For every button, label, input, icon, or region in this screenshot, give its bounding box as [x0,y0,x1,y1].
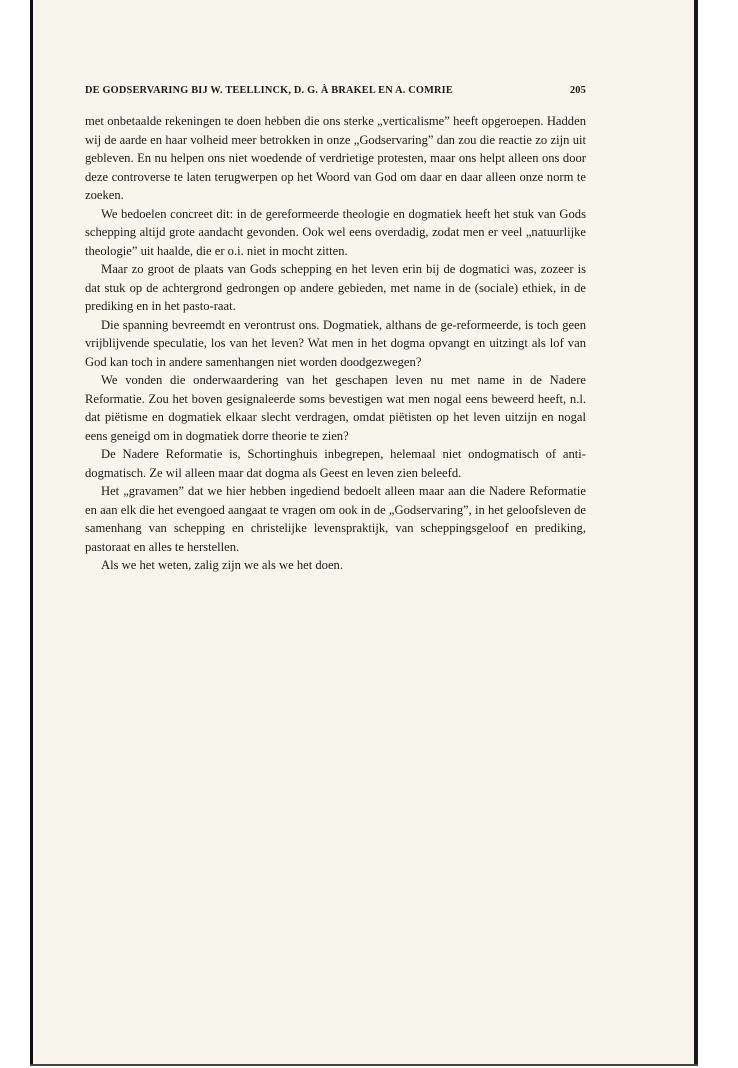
page-number: 205 [569,85,586,96]
paragraph-7: Het „gravamen” dat we hier hebben ingediend bedoelt alleen maar aan die Nadere Reformatie en aan elk die het evengoed aangaat te vragen om ook in de „Godservaring”, in het geloofsleven de samenhang van schepping en christelijke levenspraktijk, van scheppingsgeloof en prediking, pastoraat en alles te herstellen. [85,484,586,554]
paragraph-4: Die spanning bevreemdt en verontrust ons. Dogmatiek, althans de ge-reformeerde, is toch geen vrijblijvende speculatie, los van het leven? Wat men in het dogma opvangt en uitzingt als lof van God kan toch in andere samenhangen niet worden doodgezwegen? [85,317,586,369]
paragraph-5: We vonden die onderwaardering van het geschapen leven nu met name in de Nadere Reformatie. Zou het boven gesignaleerde soms bevestigen wat men nogal eens beweerd heeft, n.l. dat piëtisme en dogmatiek elkaar slecht verdragen, omdat piëtisten op het leven uitzijn en nogal eens geneigd om in dogmatiek dorre theorie te zien? [85,373,586,443]
running-title: DE GODSERVARING BIJ W. TEELLINCK, D. G. À BRAKEL EN A. COMRIE [85,85,453,96]
page-edge-shadow [694,0,698,1064]
running-header [85,85,586,96]
paragraph-8: Als we het weten, zalig zijn we als we het doen. [101,558,343,572]
paragraph-6: De Nadere Reformatie is, Schortinghuis inbegrepen, helemaal niet ondogmatisch of anti-dogmatisch. Ze wil alleen maar dat dogma als Geest en leven zien beleefd. [85,447,586,480]
body-text [85,112,586,575]
page-bottom-edge [30,1064,698,1066]
paragraph-3: Maar zo groot de plaats van Gods schepping en het leven erin bij de dogmatici was, zozeer is dat stuk op de achtergrond gedrongen op andere gebieden, met name in de (sociale) ethiek, in de prediking en in het pasto-raat. [85,262,586,313]
paragraph-2: We bedoelen concreet dit: in de gereformeerde theologie en dogmatiek heeft het stuk van Gods schepping altijd grote aandacht gevonden. Ook wel eens overdadig, zodat men er veel „natuurlijke theologie” uit haalde, die er o.i. niet in mocht zitten. [85,206,586,258]
paragraph-1: met onbetaalde rekeningen te doen hebben die ons sterke „verticalisme” heeft opgeroepen. Hadden wij de aarde en haar volheid meer betrokken in onze „Godservaring” dan zou die reactie zo zijn uit gebleven. En nu helpen ons niet woedende of verdrietige protesten, maar ons helpt alleen ons door deze controverse te laten terugwerpen op het Woord van God om daar en daar alleen onze norm te zoeken. [85,114,586,202]
